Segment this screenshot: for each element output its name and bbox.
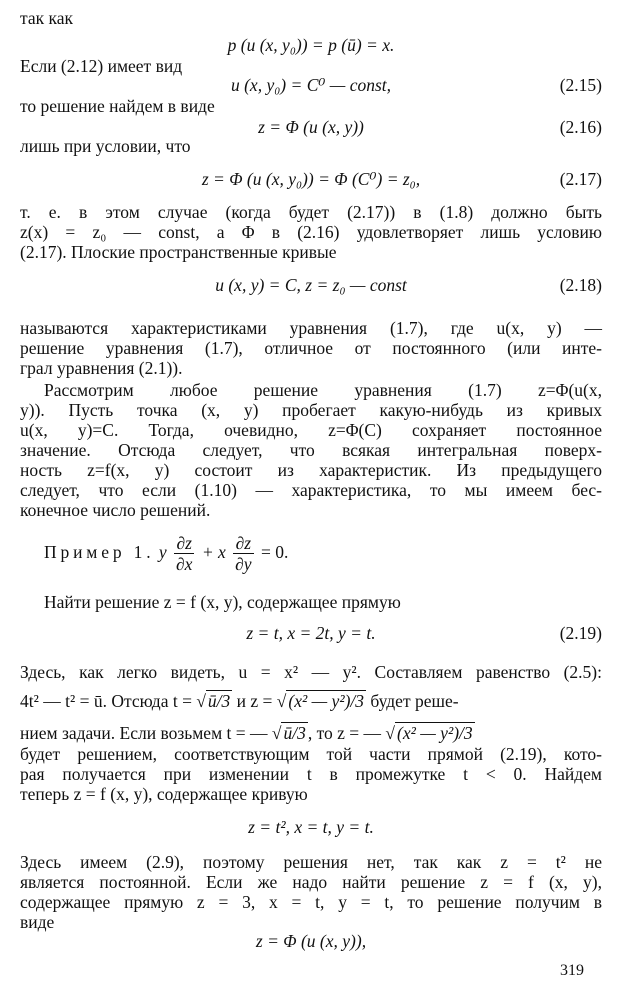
example-term: + x (201, 542, 226, 562)
text-line: содержащее прямую z = 3, x = t, y = t, то решение получим в (20, 892, 602, 912)
equation-formula: p (u (x, y₀)) = p (ū) = x. (227, 35, 395, 55)
example-term: = 0. (260, 542, 289, 562)
text-line: значение. Отсюда следует, что всякая интегральная поверх- (20, 440, 602, 460)
example-term: y (158, 542, 167, 562)
text-line: виде (20, 912, 55, 932)
fraction-numerator: ∂z (174, 533, 194, 554)
text-line: Здесь, как легко видеть, u = x² — y². Составляем равенство (2.5): (20, 662, 602, 682)
example-equation (44, 532, 602, 576)
equation-number: (2.17) (559, 169, 602, 189)
text-line: Если (2.12) имеет вид (20, 56, 183, 76)
text-line: т. е. в этом случае (когда будет (2.17)) в (1.8) должно быть (20, 202, 602, 222)
fraction-numerator: ∂z (233, 533, 253, 554)
text-line: y)). Пусть точка (x, y) пробегает какую-нибудь из кривых (20, 400, 602, 420)
text-line: ность z=f(x, y) состоит из характеристик. Из предыдущего (20, 460, 602, 480)
fraction (174, 533, 194, 574)
text-line: рая получается при изменении t в промежутке t < 0. Найдем (20, 764, 602, 784)
fraction-denominator: ∂y (235, 554, 252, 575)
text-line: называются характеристиками уравнения (1.7), где u(x, y) — (20, 318, 602, 338)
text-line: следует, что если (1.10) — характеристика, то мы имеем бес- (20, 480, 602, 500)
text-line: u(x, y)=C. Тогда, очевидно, z=Φ(C) сохраняет постоянное (20, 420, 602, 440)
text-line (20, 722, 602, 743)
text-run: нием задачи. Если возьмем t = — √ (20, 723, 282, 743)
text-line: (2.17). Плоские пространственные кривые (20, 242, 337, 262)
fraction (233, 533, 253, 574)
radicand: ū/3 (283, 723, 306, 743)
radicand: (x² — y²)/3 (397, 723, 473, 743)
equation-number: (2.19) (559, 623, 602, 643)
text-line: Найти решение z = f (x, y), содержащее прямую (44, 592, 401, 612)
text-run: будет реше- (366, 691, 459, 711)
text-line: z(x) = z₀ — const, а Φ в (2.16) удовлетворяет лишь условию (20, 222, 602, 242)
equation-formula: z = t, x = 2t, y = t. (246, 623, 376, 643)
equation-formula: z = Φ (u (x, y₀)) = Φ (C⁰) = z₀, (201, 169, 421, 189)
text-line: конечное число решений. (20, 500, 211, 520)
text-line: будет решением, соответствующим той части прямой (2.19), кото- (20, 744, 602, 764)
equation-formula: z = Φ (u (x, y)) (258, 117, 364, 137)
equation-formula: u (x, y₀) = C⁰ — const, (230, 75, 392, 95)
equation-formula: z = Φ (u (x, y)), (255, 931, 367, 951)
text-line: то решение найдем в виде (20, 96, 215, 116)
text-line: лишь при условии, что (20, 136, 191, 156)
page-number: 319 (560, 962, 584, 979)
text-line: Рассмотрим любое решение уравнения (1.7) z=Φ(u(x, (44, 380, 602, 400)
equation-formula: u (x, y) = C, z = z₀ — const (215, 275, 407, 295)
text-line: решение уравнения (1.7), отличное от постоянного (или инте- (20, 338, 602, 358)
radicand: (x² — y²)/3 (288, 691, 365, 711)
text-run: 4t² — t² = ū. Отсюда t = √ (20, 691, 206, 711)
equation-number: (2.16) (559, 117, 602, 137)
equation-formula: z = t², x = t, y = t. (248, 817, 374, 837)
text-line: является постоянной. Если же надо найти решение z = f (x, y), (20, 872, 602, 892)
text-line (20, 690, 602, 711)
fraction-denominator: ∂x (176, 554, 193, 575)
text-line: так как (20, 8, 74, 28)
text-line: теперь z = f (x, y), содержащее кривую (20, 784, 308, 804)
example-label: Пример 1. (44, 542, 155, 562)
text-line: Здесь имеем (2.9), поэтому решения нет, так как z = t² не (20, 852, 602, 872)
equation-number: (2.18) (559, 275, 602, 295)
text-line: грал уравнения (2.1)). (20, 358, 183, 378)
equation-number: (2.15) (559, 75, 602, 95)
text-run: , то z = — √ (307, 723, 396, 743)
radicand: ū/3 (207, 691, 231, 711)
text-run: и z = √ (232, 691, 287, 711)
